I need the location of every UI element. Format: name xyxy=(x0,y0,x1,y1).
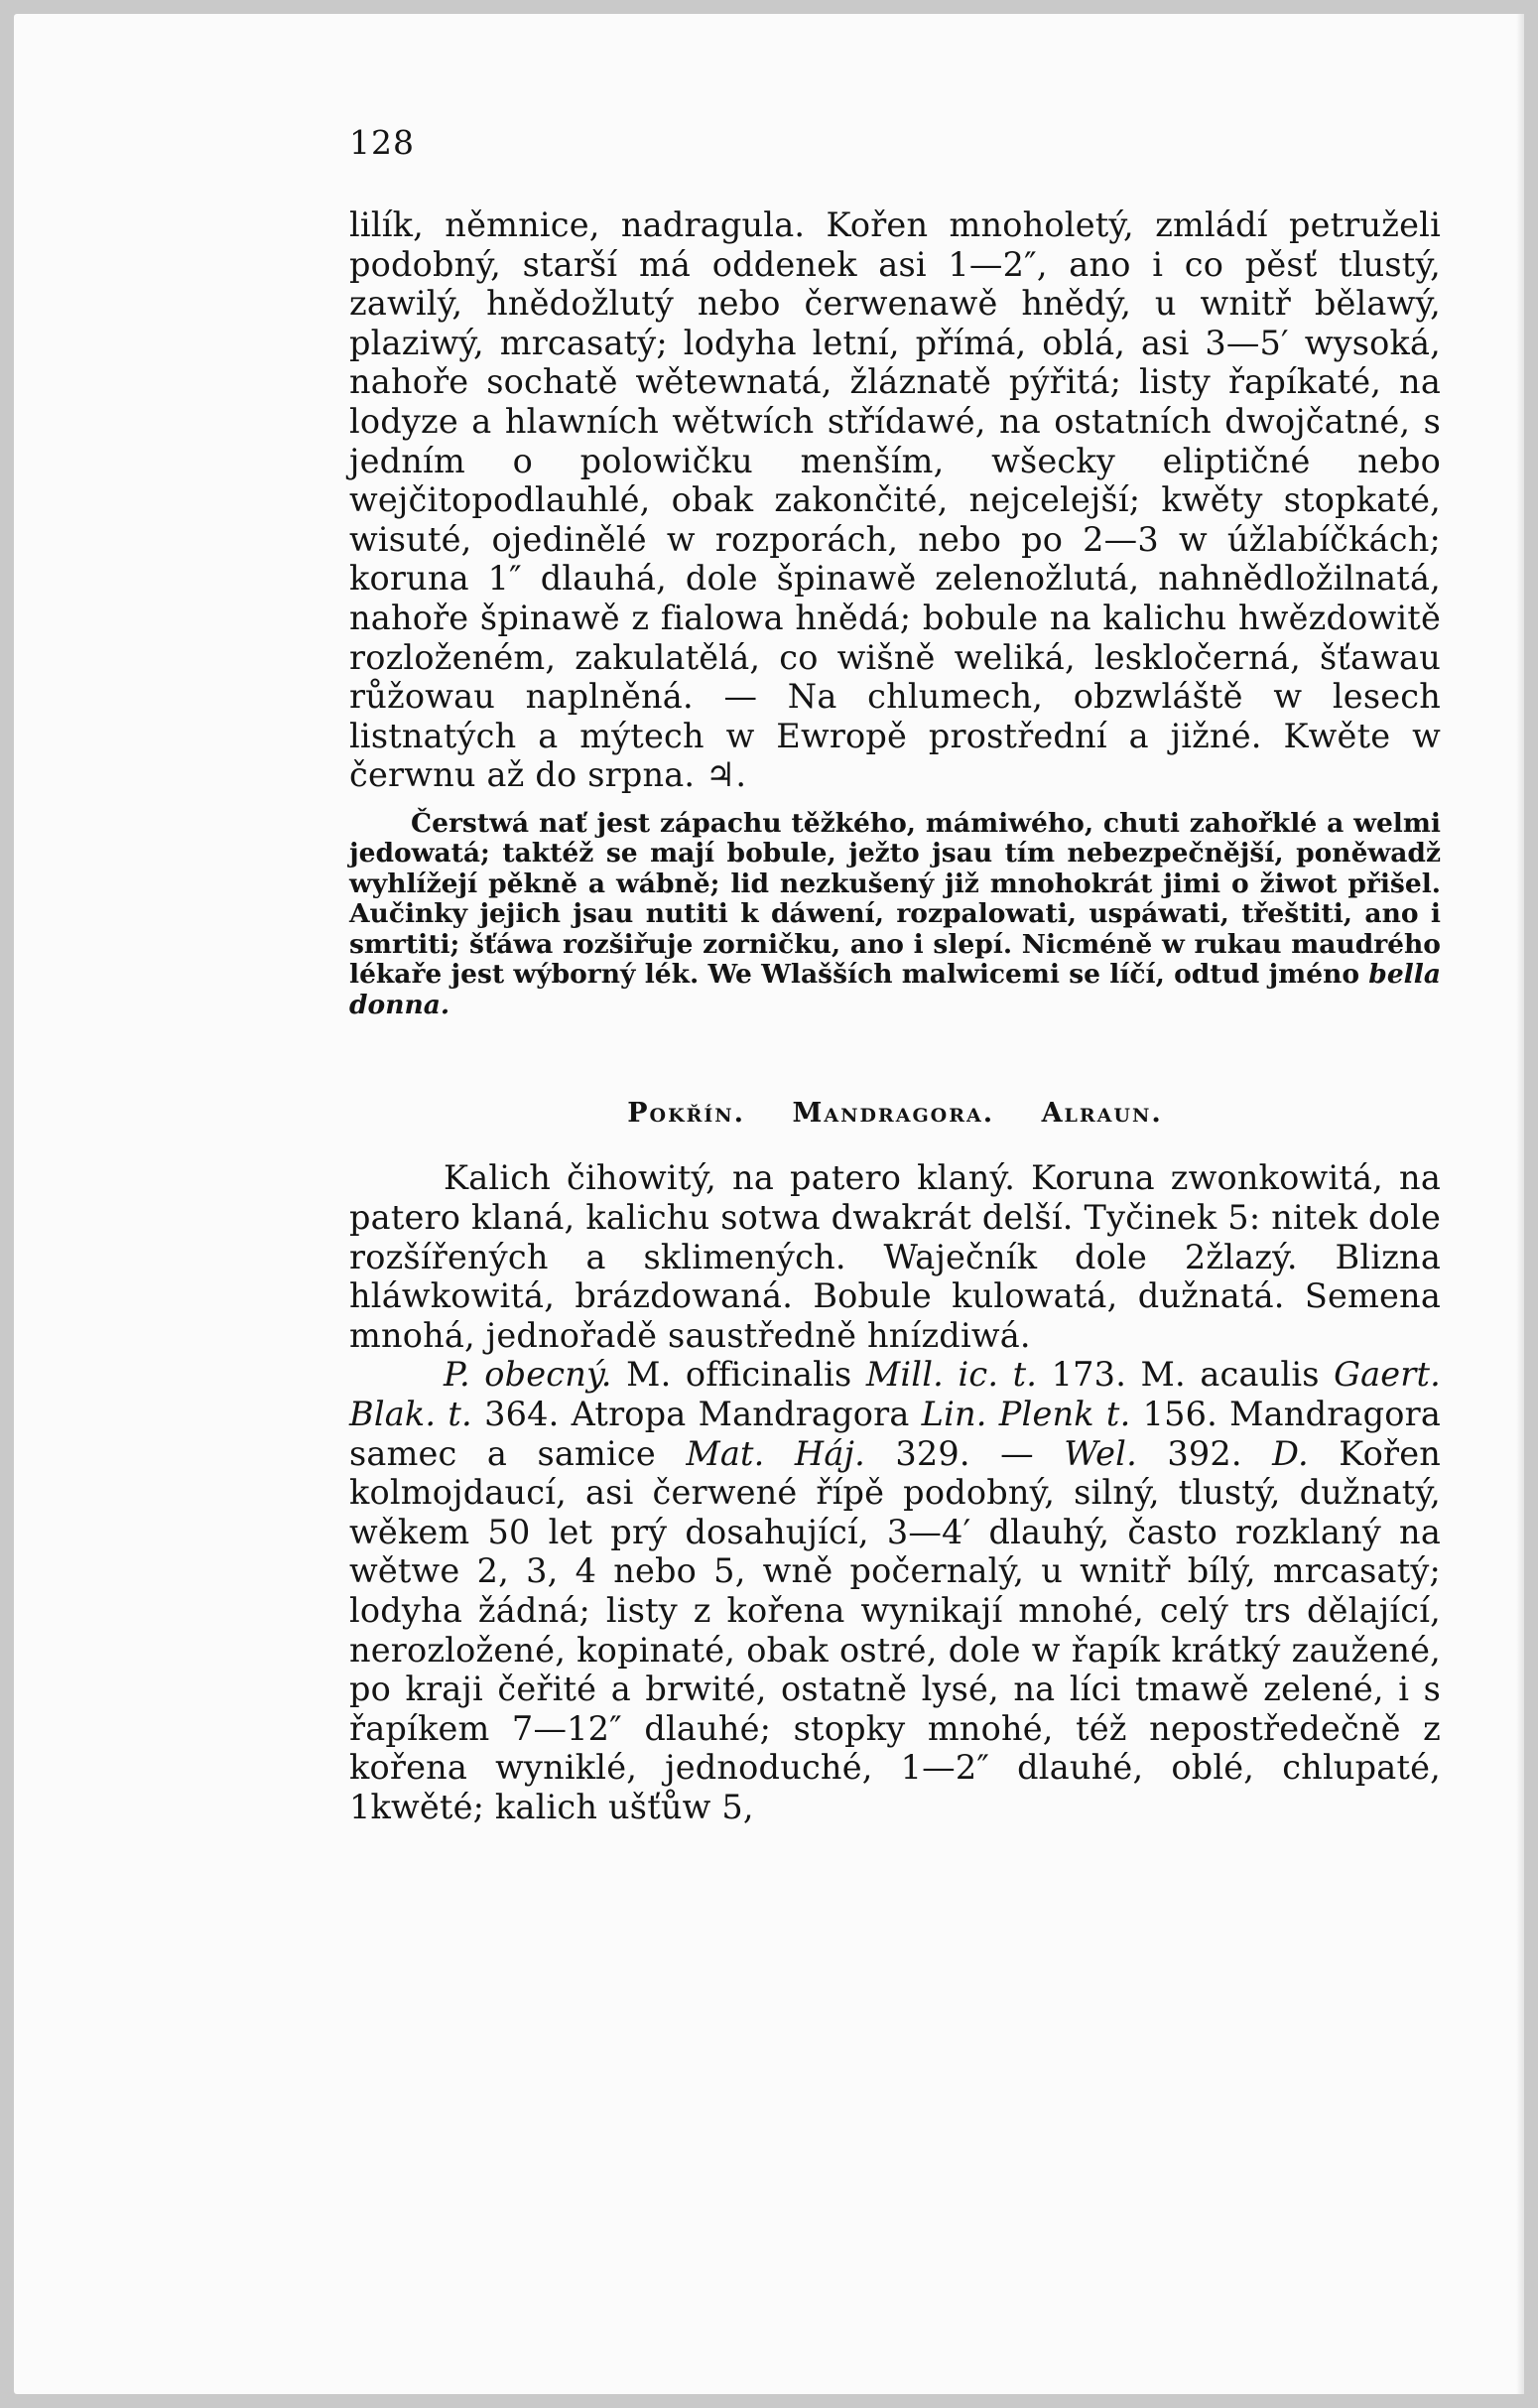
footnote-text: Čerstwá nať jest zápachu těžkého, mámiwého, chuti zahořklé a welmi jedowatá; taktéž se mají bobule, ježto jsau tím nebezpečnější, poněwadž wyhlížejí pěkně a wábně; lid nezkušený již mnohokrát jimi o žiwot přišel. Aučinky jejich jsau nutiti k dáwení, rozpalowati, uspáwati, třeštiti, ano i smrtiti; šťáwa rozšiřuje zorničku, ano i slepí. Nicméně w rukau maudrého lékaře jest wýborný lék. We Wlašších malwicemi se líčí, odtud jméno xyxy=(349,807,1441,991)
species-entry xyxy=(349,1355,1441,1826)
reference-1: Mill. ic. t. xyxy=(865,1355,1038,1395)
synonym-1: M. officinalis xyxy=(626,1355,852,1395)
reference-4: Mat. Háj. xyxy=(686,1433,865,1473)
footnote-paragraph xyxy=(349,809,1441,1021)
reference-6: D. xyxy=(1272,1433,1309,1473)
species-name: P. obecný. xyxy=(444,1355,612,1395)
section-heading-latin: Mandragora. xyxy=(792,1098,995,1130)
section-heading-czech: Pokřín. xyxy=(627,1098,746,1130)
reference-5: Wel. xyxy=(1064,1433,1137,1473)
synonym-3: 364. Atropa Mandragora xyxy=(484,1394,910,1433)
genus-description: Kalich čihowitý, na patero klaný. Koruna zwonkowitá, na patero klaná, kalichu sotwa dwakrát delší. Tyčinek 5: nitek dole rozšířených a sklimených. Waječník dole 2žlazý. Blizna hláwkowitá, brázdowaná. Bobule kulowatá, dužnatá. Semena mnohá, jednořadě saustředně hnízdiwá. xyxy=(349,1158,1441,1355)
reference-3: Lin. Plenk t. xyxy=(921,1394,1131,1433)
footnote-italic-term: bella donna. xyxy=(349,959,1441,1020)
book-page xyxy=(14,14,1524,2394)
continued-paragraph: lilík, němnice, nadragula. Kořen mnoholetý, zmládí petruželi podobný, starší má oddenek asi 1—2″, ano i co pěsť tlustý, zawilý, hnědožlutý nebo čerwenawě hnědý, u wnitř bělawý, plaziwý, mrcasatý; lodyha letní, přímá, oblá, asi 3—5′ wysoká, nahoře sochatě wětewnatá, žláznatě pýřitá; listy řapíkaté, na lodyze a hlawních wětwích střídawé, na ostatních dwojčatné, s jedním o polowičku menším, wšecky eliptičné nebo wejčitopodlauhlé, obak zakončité, nejcelejší; kwěty stopkaté, wisuté, ojedinělé w rozporách, nebo po 2—3 w úžlabíčkách; koruna 1″ dlauhá, dole špinawě zelenožlutá, nahnědložilnatá, nahoře špinawě z fialowa hnědá; bobule na kalichu hwězdowitě rozloženém, zakulatělá, co wišně weliká, leskločerná, šťawau růžowau naplněná. — Na chlumech, obzwláště w lesech listnatých a mýtech w Ewropě prostřední a jižné. Kwěte w čerwnu až do srpna. ♃. xyxy=(349,205,1441,795)
main-text-block xyxy=(349,205,1441,1827)
section-heading-german: Alraun. xyxy=(1041,1098,1163,1130)
section-heading xyxy=(349,1098,1441,1129)
reference-2: Gaert. Blak. t. xyxy=(349,1355,1442,1433)
species-description: Kořen kolmojdaucí, asi čerwené řípě podobný, silný, tlustý, dužnatý, wěkem 50 let prý dosahující, 3—4′ dlauhý, často rozklaný na wětwe 2, 3, 4 nebo 5, wně počernalý, u wnitř bílý, mrcasatý; lodyha žádná; listy z kořena wynikají mnohé, celý trs dělající, nerozložené, kopinaté, obak ostré, dole w řapík krátký zaužené, po kraji čeřité a brwité, ostatně lysé, na líci tmawě zelené, i s řapíkem 7—12″ dlauhé; stopky mnohé, též nepostředečně z kořena wyniklé, jednoduché, 1—2″ dlauhé, oblé, chlupaté, 1kwěté; kalich ušťůw 5, xyxy=(349,1433,1441,1826)
page-number: 128 xyxy=(349,123,415,162)
synonym-2: 173. M. acaulis xyxy=(1051,1355,1320,1395)
synonym-6: 392. xyxy=(1167,1433,1242,1473)
synonym-5: 329. — xyxy=(895,1433,1034,1473)
synonym-4: 156. Mandragora samec a samice xyxy=(349,1394,1441,1473)
